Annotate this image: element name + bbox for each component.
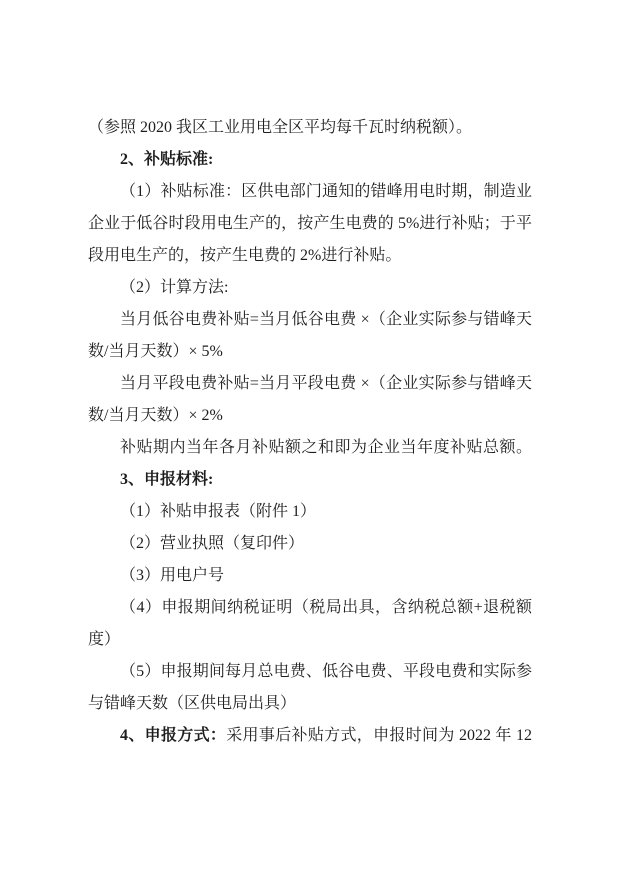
- text-line: [88, 272, 532, 304]
- text-line: [88, 560, 532, 592]
- text-segment: 当月平段电费补贴=当月平段电费 ×（企业实际参与错峰天: [120, 375, 532, 392]
- text-segment: （1）补贴申报表（附件 1）: [120, 503, 317, 520]
- text-segment: 企业于低谷时段用电生产的，按产生电费的 5%进行补贴；于平: [88, 215, 532, 232]
- text-segment: 段用电生产的，按产生电费的 2%进行补贴。: [88, 247, 402, 264]
- text-segment: （2）营业执照（复印件）: [120, 535, 305, 552]
- text-line: [88, 112, 532, 144]
- text-segment: （3）用电户号: [120, 567, 225, 584]
- section-heading: [88, 464, 532, 496]
- text-line: [88, 240, 532, 272]
- text-segment: 数/当月天数）× 2%: [88, 407, 223, 424]
- text-line: [88, 528, 532, 560]
- text-line: [88, 304, 532, 336]
- text-line: [88, 624, 532, 656]
- text-line: [88, 592, 532, 624]
- text-segment: 补贴期内当年各月补贴额之和即为企业当年度补贴总额。: [120, 439, 532, 456]
- text-line: [88, 400, 532, 432]
- text-segment: （4）申报期间纳税证明（税局出具，含纳税总额+退税额: [120, 599, 532, 616]
- text-line: [88, 656, 532, 688]
- text-segment: 度）: [88, 631, 121, 648]
- section-heading: [88, 144, 532, 176]
- text-segment: 与错峰天数（区供电局出具）: [88, 695, 297, 712]
- text-line: [88, 176, 532, 208]
- bold-text-segment: 2、补贴标准:: [120, 151, 214, 168]
- text-line: [88, 368, 532, 400]
- section-heading: [88, 720, 532, 752]
- bold-text-segment: 4、申报方式：: [120, 727, 227, 744]
- text-segment: 采用事后补贴方式，申报时间为 2022 年 12: [226, 727, 532, 744]
- text-line: [88, 208, 532, 240]
- bold-text-segment: 3、申报材料:: [120, 471, 214, 488]
- text-segment: （2）计算方法:: [120, 279, 229, 296]
- text-segment: （5）申报期间每月总电费、低谷电费、平段电费和实际参: [120, 663, 532, 680]
- document-body: [88, 112, 532, 752]
- text-line: [88, 336, 532, 368]
- text-segment: 当月低谷电费补贴=当月低谷电费 ×（企业实际参与错峰天: [120, 311, 532, 328]
- text-line: [88, 496, 532, 528]
- text-line: [88, 432, 532, 464]
- text-segment: 数/当月天数）× 5%: [88, 343, 223, 360]
- text-line: [88, 688, 532, 720]
- text-segment: （参照 2020 我区工业用电全区平均每千瓦时纳税额）。: [88, 119, 473, 136]
- text-segment: （1）补贴标准：区供电部门通知的错峰用电时期，制造业: [120, 183, 532, 200]
